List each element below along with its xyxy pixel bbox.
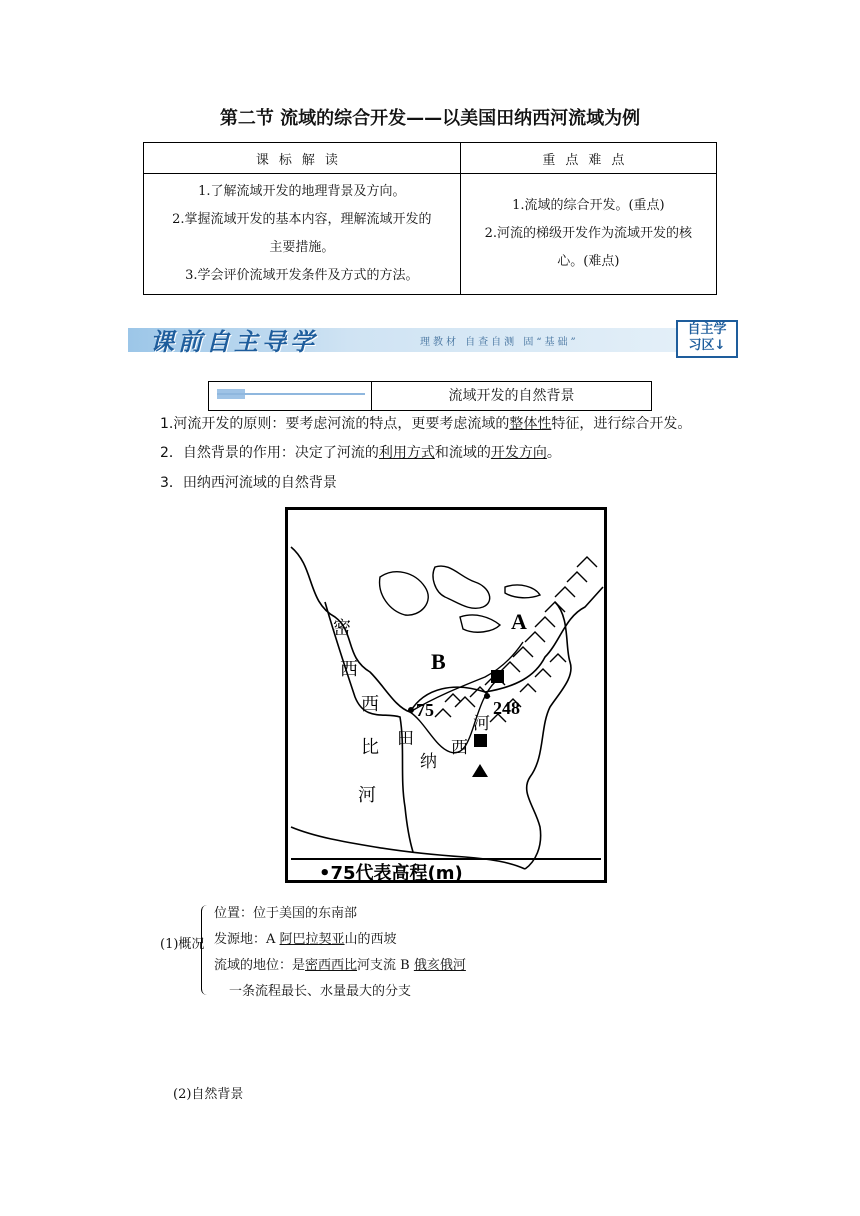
section-tag: [209, 382, 372, 410]
mississippi-char: 比: [361, 737, 379, 758]
banner-badge: [676, 320, 738, 358]
tennessee-char: 纳: [420, 752, 437, 772]
elevation-label-75: 75: [416, 700, 434, 720]
banner-badge-line1: 自主学: [687, 322, 727, 337]
label-b: B: [431, 649, 446, 674]
objectives-table: [143, 142, 717, 295]
dam-marker-south: [474, 734, 487, 747]
point-1: 1.河流开发的原则：要考虑河流的特点，更要考虑流域的整体性特征，进行综合开发。: [160, 416, 692, 432]
answer-blank: 开发方向: [490, 445, 547, 461]
mississippi-char: 西: [361, 694, 379, 715]
section-title: 流域开发的自然背景: [448, 388, 575, 404]
key-point-item: 1.流域的综合开发。(重点): [512, 198, 665, 213]
overview-line-3: 流域的地位：是密西西比河支流 B 俄亥俄河: [214, 958, 466, 973]
point-2: 2．自然背景的作用：决定了河流的利用方式和流域的开发方向。: [160, 445, 561, 461]
section-banner: [128, 320, 738, 356]
overview-label: (1)概况: [160, 937, 205, 952]
knowledge-section-header: [208, 381, 652, 411]
objective-item: 3.学会评价流域开发条件及方式的方法。: [185, 268, 419, 283]
point-3: 3．田纳西河流域的自然背景: [160, 475, 337, 491]
objectives-header-2: 重点难点: [460, 143, 716, 174]
overview-line-4: 一条流程最长、水量最大的分支: [229, 984, 412, 999]
arrow-right-icon: [217, 393, 365, 395]
elevation-point-248: [484, 693, 490, 699]
tennessee-char: 河: [473, 714, 490, 734]
label-a: A: [511, 609, 527, 634]
objectives-cell-1: [144, 174, 461, 295]
brace: [201, 905, 212, 995]
key-point-item: 2.河流的梯级开发作为流域开发的核: [484, 226, 693, 241]
objective-item: 1.了解流域开发的地理背景及方向。: [198, 184, 406, 199]
banner-badge-line2: 习区↓: [688, 338, 726, 353]
tennessee-char: 西: [451, 738, 468, 758]
mississippi-char: 西: [340, 659, 358, 680]
overview-line-1: 位置：位于美国的东南部: [214, 906, 358, 921]
banner-subtitle: 理教材 自查自测 固“基础”: [420, 337, 579, 348]
answer-blank: 密西西比: [305, 958, 358, 973]
banner-title: 课前自主导学: [150, 328, 318, 356]
key-point-item: 心。(难点): [557, 254, 620, 269]
answer-blank: 阿巴拉契亚: [279, 932, 345, 947]
objectives-cell-2: [460, 174, 716, 295]
map-legend: •75代表高程(m): [319, 863, 463, 883]
objectives-header-1: 课标解读: [144, 143, 461, 174]
objective-item: 主要措施。: [269, 240, 335, 255]
natural-background-label: (2)自然背景: [173, 1087, 244, 1102]
mississippi-char: 密: [333, 618, 351, 639]
answer-blank: 利用方式: [378, 445, 435, 461]
page-title: 第二节 流域的综合开发——以美国田纳西河流域为例: [219, 108, 641, 129]
overview-line-2: 发源地：A 阿巴拉契亚山的西坡: [214, 932, 397, 947]
tennessee-basin-map: [285, 507, 607, 883]
elevation-point-75: [408, 707, 414, 713]
answer-blank: 俄亥俄河: [413, 958, 466, 973]
answer-blank: 整体性: [509, 416, 552, 432]
elevation-label-248: 248: [493, 698, 520, 718]
mississippi-char: 河: [358, 785, 376, 806]
tennessee-char: 田: [397, 729, 414, 749]
objective-item: 2.掌握流域开发的基本内容，理解流域开发的: [172, 212, 432, 227]
dam-marker-north: [491, 670, 504, 683]
